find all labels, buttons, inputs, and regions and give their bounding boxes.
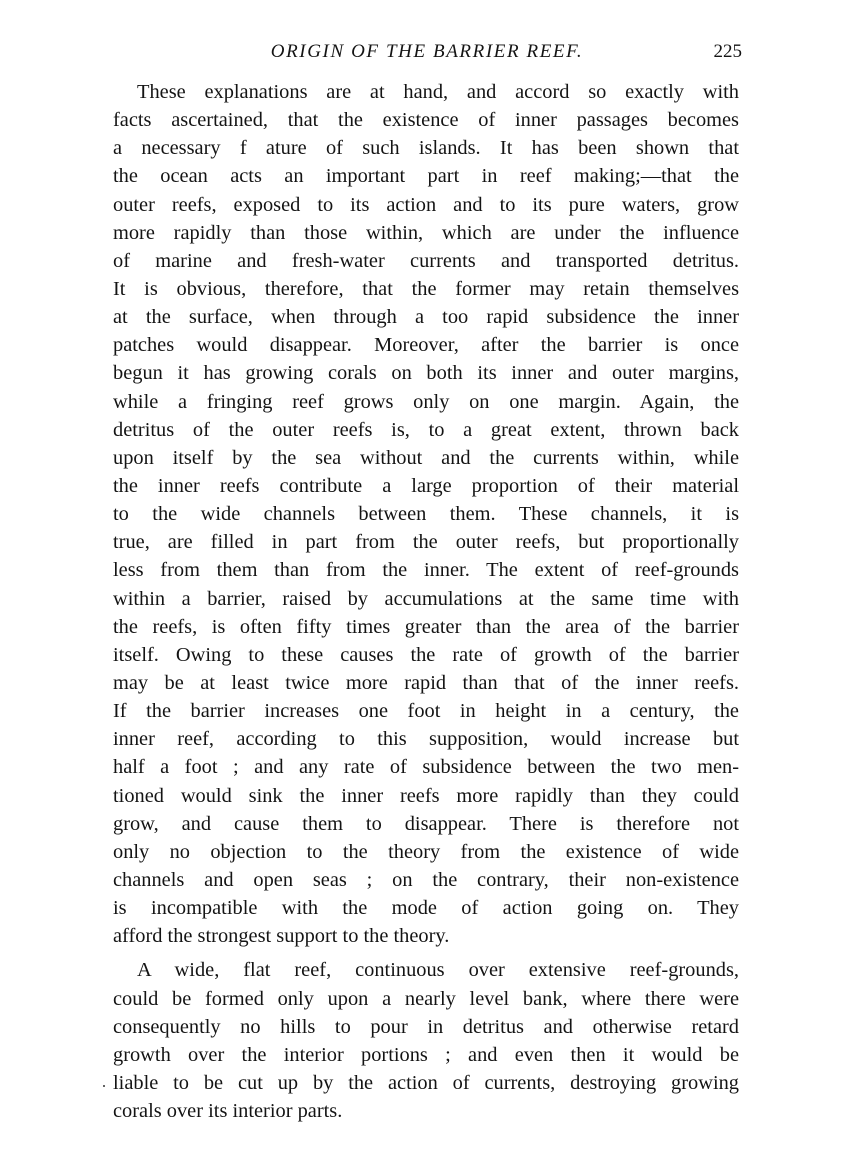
text-line: begun it has growing corals on both its inner and outer margins, <box>113 362 739 385</box>
text-line: could be formed only upon a nearly level bank, where there were <box>113 987 739 1010</box>
text-line: corals over its interior parts. <box>113 1100 343 1123</box>
text-line: consequently no hills to pour in detritus and otherwise retard <box>113 1015 739 1038</box>
text-line: of marine and fresh-water currents and transported detritus. <box>113 249 739 272</box>
text-line: channels and open seas ; on the contrary, their non-existence <box>113 868 739 891</box>
text-line: a necessary f ature of such islands. It has been shown that <box>113 137 739 160</box>
text-line: half a foot ; and any rate of subsidence between the two men- <box>113 756 739 779</box>
text-line: facts ascertained, that the existence of inner passages becomes <box>113 109 739 132</box>
text-line: upon itself by the sea without and the currents within, while <box>113 446 739 469</box>
running-head <box>112 38 742 66</box>
text-line: more rapidly than those within, which are under the influence <box>113 221 739 244</box>
body-text <box>113 78 739 1125</box>
text-line: grow, and cause them to disappear. There is therefore not <box>113 812 739 835</box>
text-line: the ocean acts an important part in reef making;—that the <box>113 165 739 188</box>
text-line: while a fringing reef grows only on one margin. Again, the <box>113 390 739 413</box>
text-line: the reefs, is often fifty times greater than the area of the barrier <box>113 615 739 638</box>
text-line: tioned would sink the inner reefs more rapidly than they could <box>113 784 739 807</box>
text-line: patches would disappear. Moreover, after the barrier is once <box>113 334 739 357</box>
running-title: ORIGIN OF THE BARRIER REEF. <box>270 41 584 62</box>
paragraph-1 <box>113 78 739 950</box>
text-line: afford the strongest support to the theory. <box>113 925 450 948</box>
text-line: is incompatible with the mode of action going on. They <box>113 897 739 920</box>
text-line: inner reef, according to this supposition, would increase but <box>113 728 739 751</box>
text-line: growth over the interior portions ; and even then it would be <box>113 1043 739 1066</box>
text-line: If the barrier increases one foot in height in a century, the <box>113 700 739 723</box>
text-line: the inner reefs contribute a large proportion of their material <box>113 474 739 497</box>
margin-speck <box>103 1085 105 1087</box>
text-line: A wide, flat reef, continuous over extensive reef-grounds, <box>137 959 739 982</box>
text-line: true, are filled in part from the outer reefs, but proportionally <box>113 531 739 554</box>
text-line: detritus of the outer reefs is, to a great extent, thrown back <box>113 418 739 441</box>
text-line: liable to be cut up by the action of currents, destroying growing <box>113 1071 739 1094</box>
text-line: It is obvious, therefore, that the former may retain themselves <box>113 277 739 300</box>
text-line: to the wide channels between them. These channels, it is <box>113 503 739 526</box>
text-line: itself. Owing to these causes the rate of growth of the barrier <box>113 643 739 666</box>
text-line: at the surface, when through a too rapid subsidence the inner <box>113 306 739 329</box>
text-line: less from them than from the inner. The extent of reef-grounds <box>113 559 739 582</box>
text-line: within a barrier, raised by accumulations at the same time with <box>113 587 739 610</box>
paragraph-2 <box>113 956 739 1125</box>
page-number: 225 <box>713 41 742 62</box>
text-line: may be at least twice more rapid than that of the inner reefs. <box>113 671 739 694</box>
text-line: only no objection to the theory from the existence of wide <box>113 840 739 863</box>
text-line: outer reefs, exposed to its action and to its pure waters, grow <box>113 193 739 216</box>
text-line: These explanations are at hand, and accord so exactly with <box>137 81 739 103</box>
